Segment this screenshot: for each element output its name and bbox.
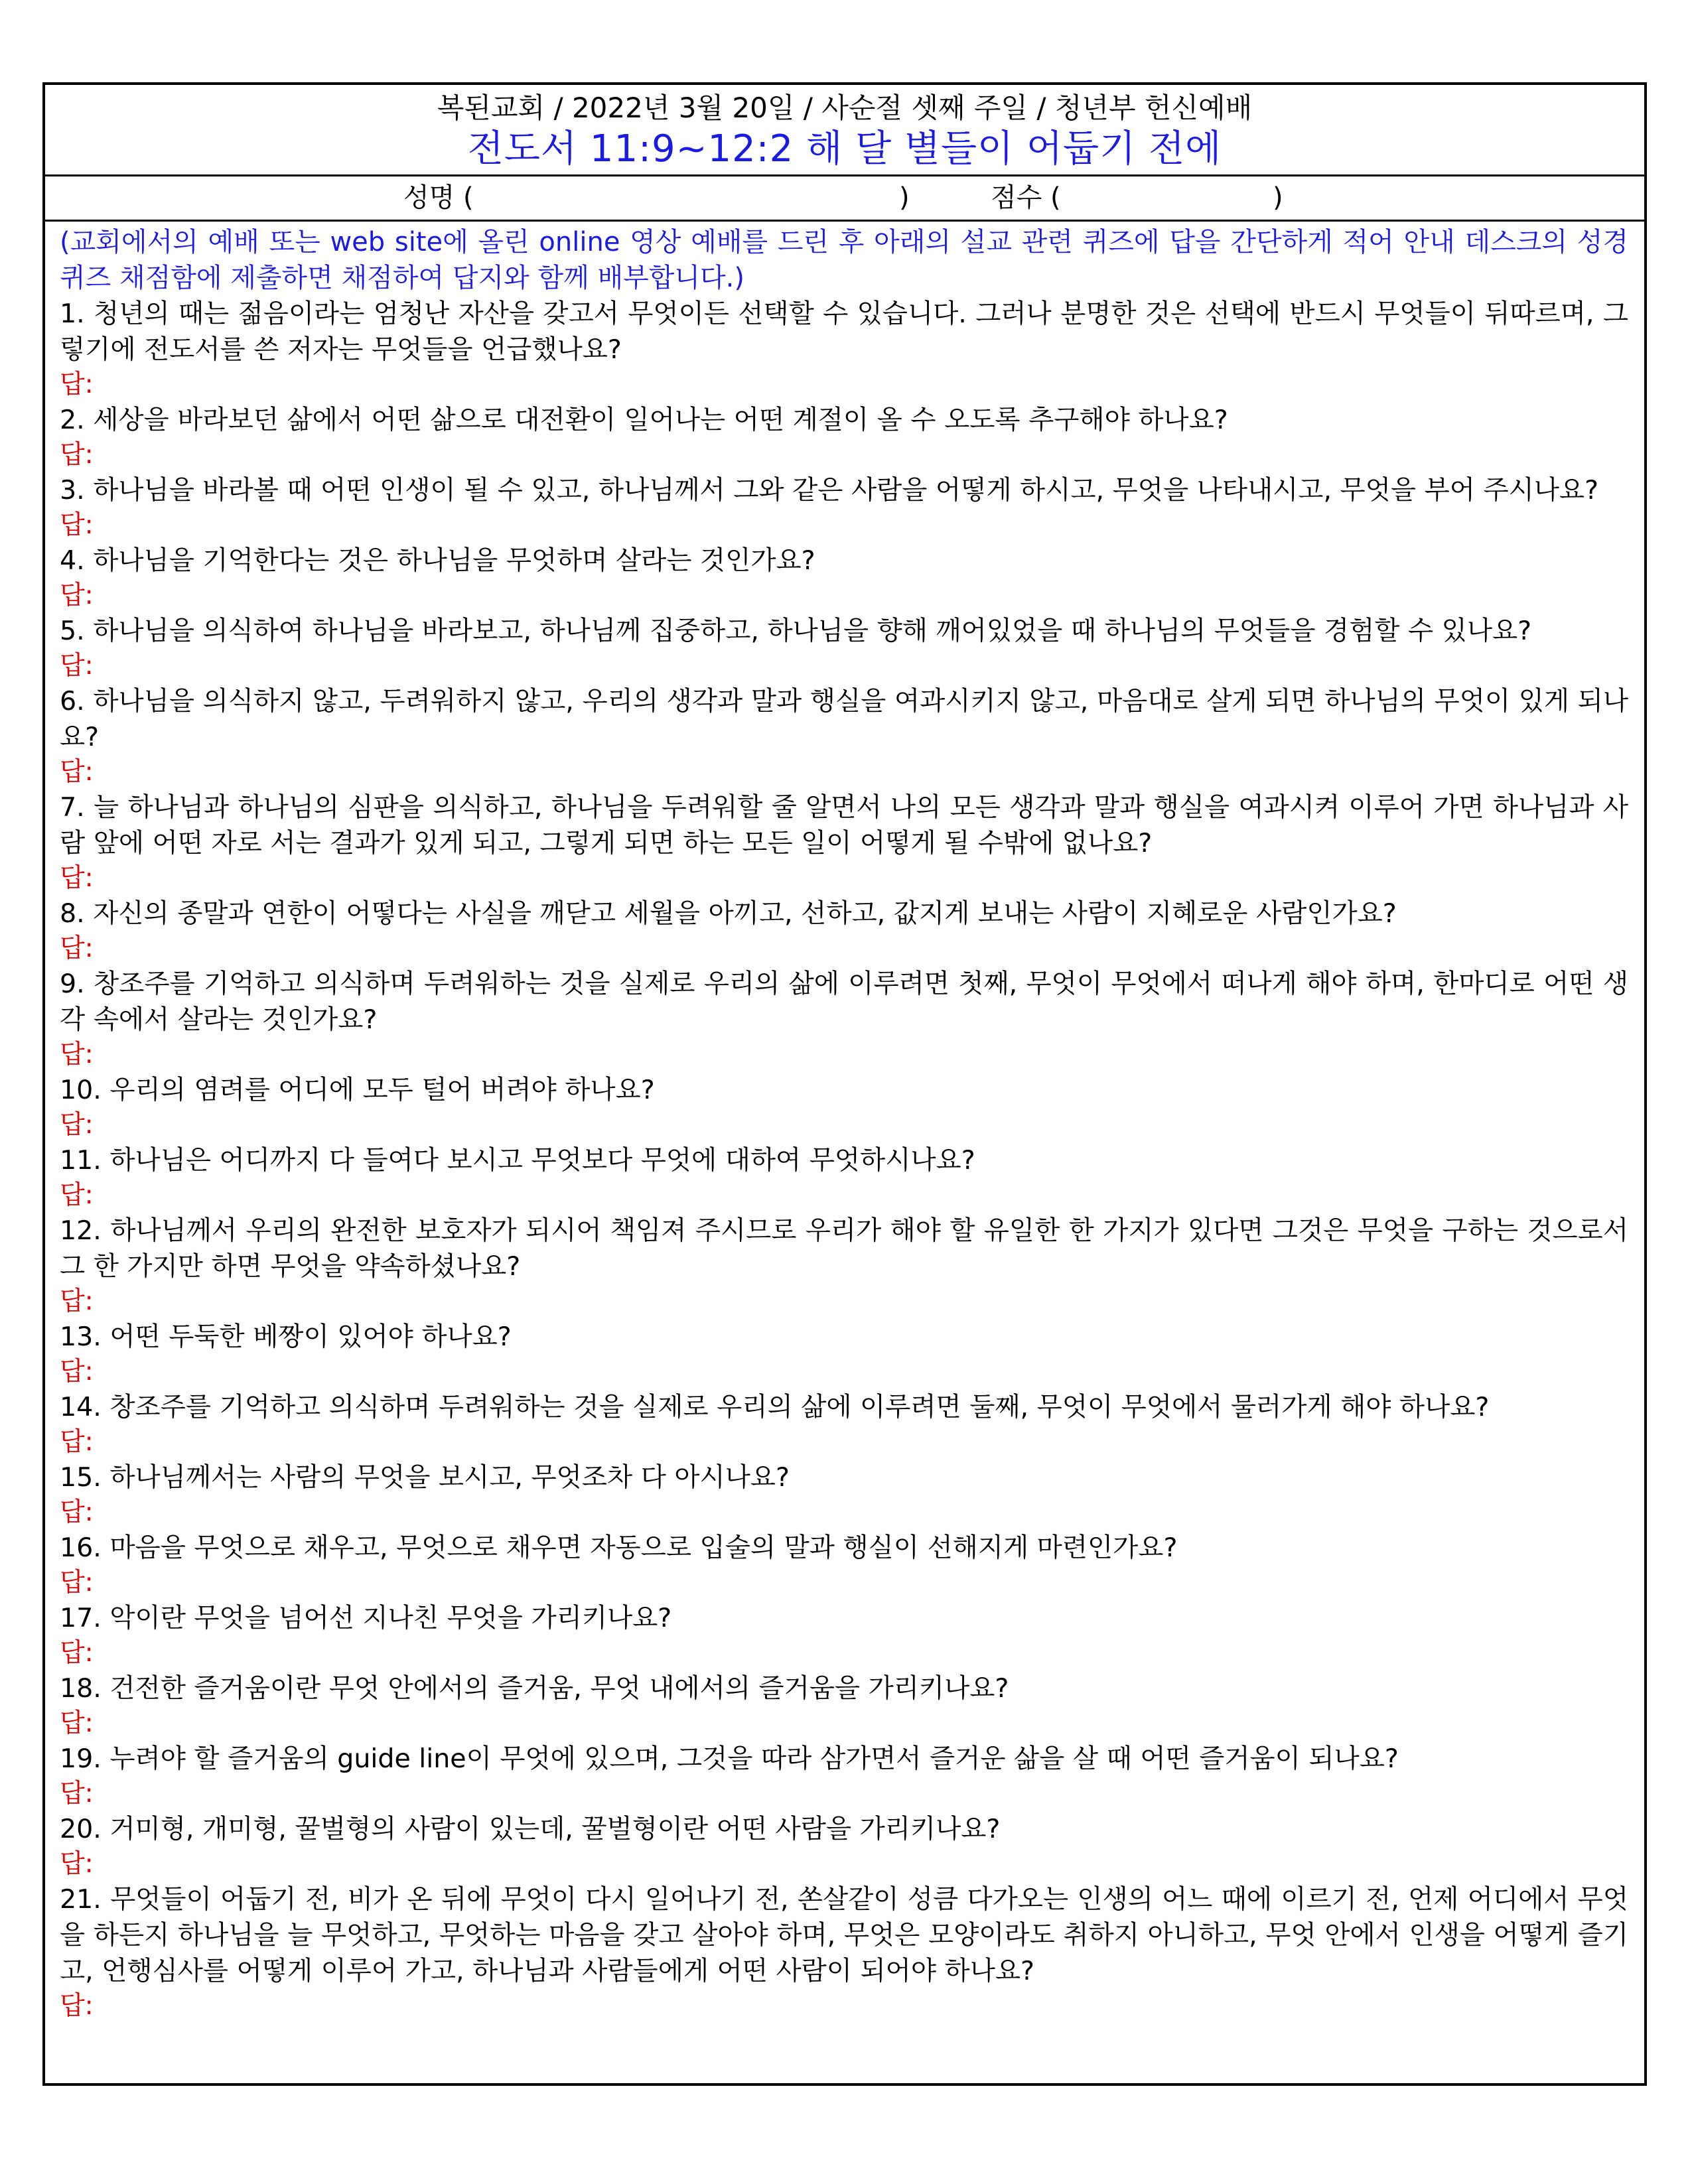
answer-field-2[interactable]: 답: [60,440,94,470]
question-16: 16. 마음을 무엇으로 채우고, 무엇으로 채우면 자동으로 입술의 말과 행실이 선해지게 마련인가요? [60,1533,1178,1563]
question-list [60,296,1628,2023]
question-8: 8. 자신의 종말과 연한이 어떻다는 사실을 깨닫고 세월을 아끼고, 선하고, 값지게 보내는 사람이 지혜로운 사람인가요? [60,898,1397,929]
question-19: 19. 누려야 할 즐거움의 guide line이 무엇에 있으며, 그것을 따라 삼가면서 즐거운 삶을 살 때 어떤 즐거움이 되나요? [60,1743,1399,1774]
question-20: 20. 거미형, 개미형, 꿀벌형의 사람이 있는데, 꿀벌형이란 어떤 사람을 가리키나요? [60,1814,1001,1844]
answer-field-16[interactable]: 답: [60,1568,94,1598]
question-18: 18. 건전한 즐거움이란 무엇 안에서의 즐거움, 무엇 내에서의 즐거움을 가리키나요? [60,1673,1009,1704]
answer-field-4[interactable]: 답: [60,580,94,610]
name-close: ) [899,182,910,213]
answer-field-6[interactable]: 답: [60,757,94,787]
answer-field-13[interactable]: 답: [60,1357,94,1387]
name-score-row [45,176,1644,222]
answer-field-8[interactable]: 답: [60,933,94,963]
question-3: 3. 하나님을 바라볼 때 어떤 인생이 될 수 있고, 하나님께서 그와 같은 사람을 어떻게 하시고, 무엇을 나타내시고, 무엇을 부어 주시나요? [60,475,1599,506]
answer-field-1[interactable]: 답: [60,370,94,399]
answer-field-9[interactable]: 답: [60,1040,94,1069]
question-12: 12. 하나님께서 우리의 완전한 보호자가 되시어 책임져 주시므로 우리가 해야 할 유일한 한 가지가 있다면 그것은 무엇을 구하는 것으로서 그 한 가지만 하면 무엇을 약속하셨나요? [60,1215,1628,1282]
quiz-body [45,222,1644,2023]
answer-field-7[interactable]: 답: [60,863,94,893]
question-10: 10. 우리의 염려를 어디에 모두 털어 버려야 하나요? [60,1075,655,1105]
question-7: 7. 늘 하나님과 하나님의 심판을 의식하고, 하나님을 두려워할 줄 알면서 나의 모든 생각과 말과 행실을 여과시켜 이루어 가면 하나님과 사람 앞에 어떤 자로 서는 결과가 있게 되고, 그렇게 되면 하는 모든 일이 어떻게 될 수밖에 없나요? [60,792,1628,858]
sermon-title: 전도서 11:9~12:2 해 달 별들이 어둡기 전에 [467,127,1222,171]
question-15: 15. 하나님께서는 사람의 무엇을 보시고, 무엇조차 다 아시나요? [60,1462,790,1493]
answer-field-12[interactable]: 답: [60,1286,94,1316]
question-6: 6. 하나님을 의식하지 않고, 두려워하지 않고, 우리의 생각과 말과 행실을 여과시키지 않고, 마음대로 살게 되면 하나님의 무엇이 있게 되나요? [60,686,1628,752]
question-14: 14. 창조주를 기억하고 의식하며 두려워하는 것을 실제로 우리의 삶에 이루려면 둘째, 무엇이 무엇에서 물러가게 해야 하나요? [60,1392,1490,1422]
instructions: (교회에서의 예배 또는 web site에 올린 online 영상 예배를 드린 후 아래의 설교 관련 퀴즈에 답을 간단하게 적어 안내 데스크의 성경 퀴즈 채점함에 제출하면 채점하여 답지와 함께 배부합니다.) [60,227,1628,293]
answer-field-18[interactable]: 답: [60,1708,94,1738]
answer-field-5[interactable]: 답: [60,651,94,681]
question-11: 11. 하나님은 어디까지 다 들여다 보시고 무엇보다 무엇에 대하여 무엇하시나요? [60,1145,975,1176]
answer-field-10[interactable]: 답: [60,1110,94,1140]
question-17: 17. 악이란 무엇을 넘어선 지나친 무엇을 가리키나요? [60,1603,672,1633]
score-close: ) [1273,182,1283,213]
answer-field-17[interactable]: 답: [60,1638,94,1668]
question-9: 9. 창조주를 기억하고 의식하며 두려워하는 것을 실제로 우리의 삶에 이루려면 첫째, 무엇이 무엇에서 떠나게 해야 하며, 한마디로 어떤 생각 속에서 살라는 것인가요? [60,969,1628,1035]
question-13: 13. 어떤 두둑한 베짱이 있어야 하나요? [60,1322,512,1352]
answer-field-15[interactable]: 답: [60,1497,94,1527]
question-2: 2. 세상을 바라보던 삶에서 어떤 삶으로 대전환이 일어나는 어떤 계절이 올 수 오도록 추구해야 하나요? [60,405,1228,435]
answer-field-14[interactable]: 답: [60,1427,94,1457]
answer-field-11[interactable]: 답: [60,1180,94,1210]
question-1: 1. 청년의 때는 젊음이라는 엄청난 자산을 갖고서 무엇이든 선택할 수 있습니다. 그러나 분명한 것은 선택에 반드시 무엇들이 뒤따르며, 그렇기에 전도서를 쓴 저자는 무엇들을 언급했나요? [60,299,1628,365]
quiz-sheet [42,82,1647,2086]
header [45,85,1644,176]
service-info: 복된교회 / 2022년 3월 20일 / 사순절 셋째 주일 / 청년부 헌신예배 [437,92,1253,124]
answer-field-21[interactable]: 답: [60,1991,94,2021]
answer-field-3[interactable]: 답: [60,510,94,540]
question-4: 4. 하나님을 기억한다는 것은 하나님을 무엇하며 살라는 것인가요? [60,545,815,576]
score-label: 점수 ( [991,182,1061,213]
question-21: 21. 무엇들이 어둡기 전, 비가 온 뒤에 무엇이 다시 일어나기 전, 쏜살같이 성큼 다가오는 인생의 어느 때에 이르기 전, 언제 어디에서 무엇을 하든지 하나님을 늘 무엇하고, 무엇하는 마음을 갖고 살아야 하며, 무엇은 모양이라도 취하지 아니하고, 무엇 안에서 인생을 어떻게 즐기고, 언행심사를 어떻게 이루어 가고, 하나님과 사람들에게 어떤 사람이 되어야 하나요? [60,1884,1628,1986]
answer-field-19[interactable]: 답: [60,1779,94,1809]
answer-field-20[interactable]: 답: [60,1849,94,1879]
question-5: 5. 하나님을 의식하여 하나님을 바라보고, 하나님께 집중하고, 하나님을 향해 깨어있었을 때 하나님의 무엇들을 경험할 수 있나요? [60,616,1532,646]
name-label: 성명 ( [403,182,474,213]
